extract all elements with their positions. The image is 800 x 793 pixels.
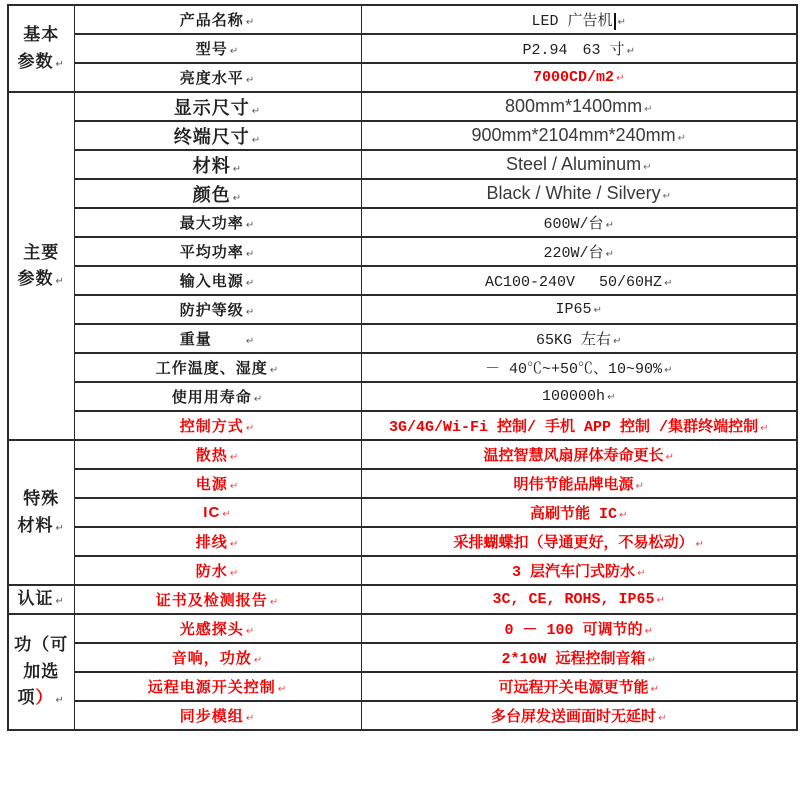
param-value: 3C, CE, ROHS, IP65	[492, 591, 655, 608]
table-row	[8, 614, 797, 643]
return-mark-icon: ↵	[647, 655, 656, 666]
value-cell[interactable]	[361, 498, 797, 527]
return-mark-icon: ↵	[626, 46, 635, 57]
return-mark-icon: ↵	[245, 626, 256, 637]
param-label: 防水	[195, 563, 228, 580]
table-row	[8, 324, 797, 353]
return-mark-icon: ↵	[229, 46, 240, 57]
return-mark-icon: ↵	[677, 133, 686, 144]
return-mark-icon: ↵	[55, 58, 65, 70]
return-mark-icon: ↵	[232, 192, 243, 204]
param-value: Black / White / Silvery	[486, 183, 661, 203]
value-cell[interactable]	[361, 382, 797, 411]
param-value: 明伟节能品牌电源	[513, 477, 634, 494]
table-row	[8, 440, 797, 469]
table-row	[8, 295, 797, 324]
param-label-cell[interactable]	[74, 121, 361, 150]
param-value: 220W/台	[543, 245, 604, 262]
param-label: 散热	[195, 447, 228, 464]
return-mark-icon: ↵	[251, 105, 262, 117]
return-mark-icon: ↵	[222, 509, 232, 520]
table-row	[8, 382, 797, 411]
param-label-cell[interactable]	[74, 63, 361, 92]
category-label: 功（可	[14, 635, 69, 655]
param-value: AC100-240V 50/60HZ	[485, 274, 663, 291]
return-mark-icon: ↵	[617, 17, 626, 28]
param-label: IC	[203, 504, 221, 521]
spec-table	[7, 4, 798, 731]
param-value: － 40℃~+50℃、10~90%	[485, 361, 663, 378]
param-label-cell[interactable]	[74, 701, 361, 730]
param-label-cell[interactable]	[74, 92, 361, 121]
param-label: 显示尺寸	[173, 97, 250, 118]
table-row	[8, 121, 797, 150]
return-mark-icon: ↵	[605, 249, 614, 260]
param-label-cell[interactable]	[74, 411, 361, 440]
return-mark-icon: ↵	[245, 75, 256, 86]
param-value: 100000h	[542, 388, 606, 405]
table-row	[8, 527, 797, 556]
param-value: 600W/台	[543, 216, 604, 233]
param-value: 多台屏发送画面时无延时	[491, 709, 657, 726]
return-mark-icon: ↵	[253, 394, 264, 405]
return-mark-icon: ↵	[613, 336, 622, 347]
return-mark-icon: ↵	[245, 17, 256, 28]
return-mark-icon: ↵	[269, 597, 280, 608]
param-value: 温控智慧风扇屏体寿命更长	[483, 448, 664, 465]
return-mark-icon: ↵	[245, 336, 256, 347]
category-label: 材料	[17, 515, 54, 535]
value-cell[interactable]	[361, 34, 797, 63]
table-row	[8, 469, 797, 498]
param-label: 电源	[195, 476, 228, 493]
return-mark-icon: ↵	[760, 423, 769, 434]
param-label-cell[interactable]	[74, 179, 361, 208]
table-row	[8, 34, 797, 63]
param-label-cell[interactable]	[74, 266, 361, 295]
return-mark-icon: ↵	[245, 249, 256, 260]
param-label-cell[interactable]	[74, 295, 361, 324]
return-mark-icon: ↵	[55, 522, 65, 534]
value-cell[interactable]	[361, 5, 797, 34]
value-cell[interactable]	[361, 585, 797, 614]
param-label: 输入电源	[179, 273, 244, 290]
return-mark-icon: ↵	[644, 626, 653, 637]
category-label: 基本	[23, 25, 60, 45]
table-row	[8, 266, 797, 295]
return-mark-icon: ↵	[662, 191, 671, 202]
param-label-cell[interactable]	[74, 469, 361, 498]
value-cell[interactable]	[361, 324, 797, 353]
param-label: 平均功率	[179, 244, 244, 261]
return-mark-icon: ↵	[605, 220, 614, 231]
param-label: 产品名称	[179, 12, 244, 29]
return-mark-icon: ↵	[656, 595, 665, 606]
param-label: 亮度水平	[179, 70, 244, 87]
value-cell[interactable]	[361, 295, 797, 324]
return-mark-icon: ↵	[55, 596, 65, 608]
param-value: 65KG 左右	[536, 332, 612, 349]
table-row	[8, 5, 797, 34]
param-label-cell[interactable]	[74, 556, 361, 585]
text-cursor	[614, 13, 616, 30]
value-cell[interactable]	[361, 556, 797, 585]
category-label: 认证	[17, 589, 54, 609]
return-mark-icon: ↵	[658, 713, 667, 724]
return-mark-icon: ↵	[607, 392, 616, 403]
return-mark-icon: ↵	[245, 220, 256, 231]
param-label-cell[interactable]	[74, 527, 361, 556]
return-mark-icon: ↵	[251, 134, 262, 146]
table-row	[8, 63, 797, 92]
table-row	[8, 585, 797, 614]
return-mark-icon: ↵	[664, 365, 673, 376]
return-mark-icon: ↵	[245, 307, 256, 318]
value-cell[interactable]	[361, 701, 797, 730]
spec-table-body	[8, 5, 797, 730]
return-mark-icon: ↵	[619, 510, 628, 521]
return-mark-icon: ↵	[229, 568, 240, 579]
param-value: LED 广告机	[531, 13, 613, 30]
category-label: 项	[17, 688, 36, 708]
param-label-cell[interactable]	[74, 353, 361, 382]
category-label: 加选	[23, 661, 60, 681]
return-mark-icon: ↵	[229, 452, 240, 463]
table-row	[8, 237, 797, 266]
param-value: 高刷节能 IC	[530, 506, 618, 523]
return-mark-icon: ↵	[55, 276, 65, 287]
value-cell[interactable]	[361, 353, 797, 382]
param-value: 7000CD/m2	[533, 69, 615, 86]
param-label: 排线	[195, 534, 228, 551]
table-row	[8, 411, 797, 440]
param-label: 证书及检测报告	[155, 592, 268, 609]
param-label: 终端尺寸	[173, 126, 250, 147]
return-mark-icon: ↵	[253, 655, 264, 666]
category-cell[interactable]	[8, 5, 74, 92]
param-label: 工作温度、湿度	[155, 360, 268, 377]
param-label-cell[interactable]	[74, 324, 361, 353]
return-mark-icon: ↵	[55, 695, 65, 707]
param-label-cell[interactable]	[74, 208, 361, 237]
category-cell[interactable]	[8, 92, 74, 440]
category-label: 特殊	[23, 489, 60, 509]
param-label: 型号	[195, 41, 228, 58]
category-label-suffix: ）	[35, 688, 54, 708]
value-cell[interactable]	[361, 469, 797, 498]
param-label: 光感探头	[179, 621, 244, 638]
value-cell[interactable]	[361, 237, 797, 266]
param-label-cell[interactable]	[74, 150, 361, 179]
value-cell[interactable]	[361, 672, 797, 701]
table-row	[8, 643, 797, 672]
value-cell[interactable]	[361, 411, 797, 440]
param-label-cell[interactable]	[74, 643, 361, 672]
table-row	[8, 353, 797, 382]
param-label: 材料	[192, 155, 231, 176]
return-mark-icon: ↵	[277, 684, 288, 695]
value-cell[interactable]	[361, 208, 797, 237]
param-label-cell[interactable]	[74, 34, 361, 63]
param-label-cell[interactable]	[74, 614, 361, 643]
category-cell[interactable]	[8, 614, 74, 730]
return-mark-icon: ↵	[643, 162, 652, 173]
category-label: 参数	[17, 51, 54, 71]
param-value: P2.94 63 寸	[522, 42, 625, 59]
value-cell[interactable]	[361, 92, 797, 121]
table-row	[8, 556, 797, 585]
param-label-cell[interactable]	[74, 440, 361, 469]
return-mark-icon: ↵	[245, 423, 256, 434]
param-value: IP65	[555, 301, 592, 318]
return-mark-icon: ↵	[593, 305, 602, 316]
return-mark-icon: ↵	[616, 73, 625, 84]
return-mark-icon: ↵	[229, 481, 240, 492]
return-mark-icon: ↵	[269, 365, 280, 376]
value-cell[interactable]	[361, 440, 797, 469]
return-mark-icon: ↵	[245, 713, 256, 724]
param-value: Steel / Aluminum	[506, 154, 642, 174]
param-value: 900mm*2104mm*240mm	[471, 125, 676, 145]
param-label-cell[interactable]	[74, 585, 361, 614]
param-label: 远程电源开关控制	[147, 679, 276, 696]
param-value: 采排蝴蝶扣（导通更好，不易松动）	[453, 535, 694, 552]
param-label: 最大功率	[179, 215, 244, 232]
param-label: 重量	[179, 331, 244, 348]
table-row	[8, 208, 797, 237]
param-value: 可远程开关电源更节能	[498, 680, 649, 697]
return-mark-icon: ↵	[695, 539, 704, 550]
category-cell[interactable]	[8, 585, 74, 614]
category-label: 主要	[23, 242, 60, 262]
category-label: 参数	[17, 269, 54, 288]
table-row	[8, 701, 797, 730]
param-label-cell[interactable]	[74, 672, 361, 701]
param-label-cell[interactable]	[74, 382, 361, 411]
table-row	[8, 672, 797, 701]
return-mark-icon: ↵	[665, 452, 674, 463]
category-cell[interactable]	[8, 440, 74, 585]
value-cell[interactable]	[361, 527, 797, 556]
value-cell[interactable]	[361, 266, 797, 295]
param-label: 控制方式	[179, 418, 244, 435]
return-mark-icon: ↵	[232, 163, 243, 175]
param-label: 音响，功放	[171, 650, 252, 667]
param-value: 3G/4G/Wi-Fi 控制/ 手机 APP 控制 /集群终端控制	[389, 419, 759, 436]
param-value: 2*10W 远程控制音箱	[501, 651, 646, 668]
return-mark-icon: ↵	[644, 104, 653, 115]
table-row	[8, 498, 797, 527]
value-cell[interactable]	[361, 63, 797, 92]
param-label: 防护等级	[179, 302, 244, 319]
param-label: 同步模组	[179, 708, 244, 725]
return-mark-icon: ↵	[637, 568, 646, 579]
return-mark-icon: ↵	[229, 539, 240, 550]
param-label-cell[interactable]	[74, 498, 361, 527]
return-mark-icon: ↵	[664, 278, 673, 289]
table-row	[8, 150, 797, 179]
param-value: 3 层汽车门式防水	[512, 564, 636, 581]
param-value: 800mm*1400mm	[505, 96, 643, 116]
param-label-cell[interactable]	[74, 5, 361, 34]
param-label: 使用用寿命	[171, 389, 252, 406]
return-mark-icon: ↵	[635, 481, 644, 492]
param-label: 颜色	[192, 184, 231, 205]
value-cell[interactable]	[361, 643, 797, 672]
value-cell[interactable]	[361, 179, 797, 208]
return-mark-icon: ↵	[245, 278, 256, 289]
value-cell[interactable]	[361, 614, 797, 643]
return-mark-icon: ↵	[650, 684, 659, 695]
param-value: 0 － 100 可调节的	[504, 622, 643, 639]
table-row	[8, 179, 797, 208]
value-cell[interactable]	[361, 121, 797, 150]
param-label-cell[interactable]	[74, 237, 361, 266]
table-row	[8, 92, 797, 121]
value-cell[interactable]	[361, 150, 797, 179]
